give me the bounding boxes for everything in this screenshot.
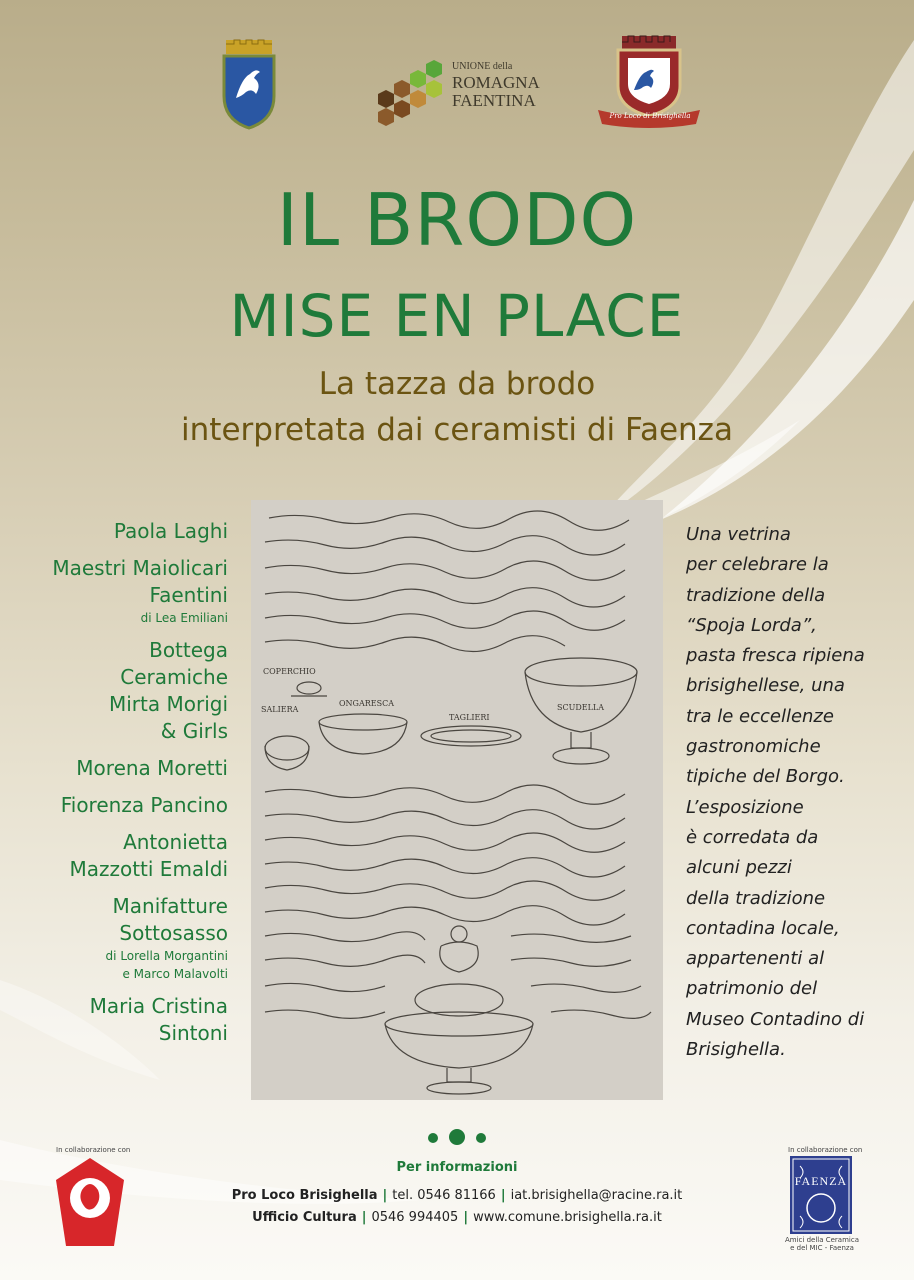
pro-loco-ribbon-text: Pro Loco di Brisighella (609, 112, 691, 120)
artist-name-line: Sintoni (158, 1021, 228, 1045)
artist-entry (0, 993, 228, 1047)
artist-name-line: Fiorenza Pancino (60, 793, 228, 817)
description-line: è corredata da (686, 826, 819, 848)
description-line: tra le eccellenze (686, 705, 834, 727)
artist-name-line: Sottosasso (119, 921, 228, 945)
description-line: patrimonio del (686, 978, 818, 1000)
ufficio-tel[interactable]: 0546 994405 (371, 1210, 459, 1225)
decorative-dots (422, 1128, 492, 1148)
subtitle-line-1: La tazza da brodo (318, 366, 596, 402)
description-line: tipiche del Borgo. (686, 766, 845, 788)
collab-left-caption: In collaborazione con (56, 1146, 131, 1154)
description-line: “Spoja Lorda”, (686, 614, 817, 636)
artist-name-line: Faentini (149, 583, 228, 607)
collab-right-caption: In collaborazione con (788, 1146, 863, 1154)
artist-name-line: Maria Cristina (89, 994, 228, 1018)
description-line: contadina locale, (686, 917, 840, 939)
label-saliera: SALIERA (261, 705, 299, 714)
faenza-label: FAENZA (794, 1174, 848, 1188)
description-line: Museo Contadino di (686, 1008, 865, 1030)
ufficio-contact-row: Ufficio Cultura | 0546 994405 | www.comune.brisighella.ra.it (252, 1210, 662, 1225)
artist-name-line: Maestri Maiolicari (52, 556, 228, 580)
artist-name-line: Mirta Morigi (108, 692, 228, 716)
pro-loco-brisighella-logo (596, 34, 702, 130)
artist-name-line: Morena Moretti (76, 756, 228, 780)
artist-name-line: Manifatture (112, 894, 228, 918)
artist-subtitle-line: di Lea Emiliani (140, 611, 228, 625)
faenza-caption-line2: e del MIC - Faenza (790, 1244, 854, 1252)
artist-entry (0, 893, 228, 983)
description-line: della tradizione (686, 887, 826, 909)
subtitle-line-2: interpretata dai ceramisti di Faenza (181, 412, 733, 448)
description-line: brisighellese, una (686, 675, 845, 697)
artist-entry (0, 829, 228, 883)
ufficio-web[interactable]: www.comune.brisighella.ra.it (473, 1210, 662, 1225)
secondary-title: MISE EN PLACE (229, 282, 685, 350)
proloco-email[interactable]: iat.brisighella@racine.ra.it (510, 1188, 683, 1203)
artist-name-line: Antonietta (123, 830, 228, 854)
artist-entry (0, 755, 228, 782)
proloco-tel[interactable]: tel. 0546 81166 (392, 1188, 496, 1203)
artist-name-line: Mazzotti Emaldi (69, 857, 228, 881)
faenza-caption-line1: Amici della Ceramica (785, 1236, 859, 1244)
description-line: appartenenti al (686, 948, 825, 970)
artist-entry (0, 518, 228, 545)
label-scudella: SCUDELLA (557, 703, 604, 712)
label-taglieri: TAGLIERI (449, 713, 490, 722)
brisighella-coat-of-arms-logo (220, 38, 278, 130)
faenza-caption (780, 1236, 864, 1252)
artist-entry (0, 555, 228, 627)
ufficio-name: Ufficio Cultura (252, 1210, 357, 1225)
proloco-name: Pro Loco Brisighella (231, 1188, 378, 1203)
description-line: L’esposizione (686, 796, 804, 818)
artist-subtitle-line: e Marco Malavolti (122, 967, 228, 981)
proloco-contact-row: Pro Loco Brisighella | tel. 0546 81166 | iat.brisighella@racine.ra.it (231, 1188, 683, 1203)
description-line: per celebrare la (686, 554, 829, 576)
manuscript-image (251, 500, 663, 1100)
unione-line1: UNIONE della (452, 61, 513, 72)
main-title: IL BRODO (276, 178, 638, 262)
label-coperchio: COPERCHIO (263, 667, 316, 676)
description-line: alcuni pezzi (686, 857, 792, 879)
artist-name-line: Paola Laghi (113, 519, 228, 543)
description-line: tradizione della (686, 584, 826, 606)
artist-entry (0, 637, 228, 745)
unione-line3: FAENTINA (452, 91, 536, 110)
info-title: Per informazioni (396, 1160, 518, 1175)
artist-name-line: & Girls (160, 719, 228, 743)
description-line: Una vetrina (686, 524, 791, 545)
unione-romagna-faentina-logo (376, 58, 556, 128)
label-ongaresca: ONGARESCA (339, 699, 394, 708)
artist-entry (0, 792, 228, 819)
description-line: gastronomiche (686, 736, 821, 758)
unione-line2: ROMAGNA (452, 73, 540, 92)
description-line: pasta fresca ripiena (686, 645, 865, 667)
description-text (686, 520, 896, 1065)
artist-subtitle-line: di Lorella Morgantini (105, 949, 228, 963)
artists-list (0, 518, 228, 1057)
artist-name-line: Ceramiche (120, 665, 228, 689)
description-line: Brisighella. (686, 1039, 786, 1061)
faenza-tile-logo (790, 1156, 852, 1234)
artist-name-line: Bottega (149, 638, 228, 662)
